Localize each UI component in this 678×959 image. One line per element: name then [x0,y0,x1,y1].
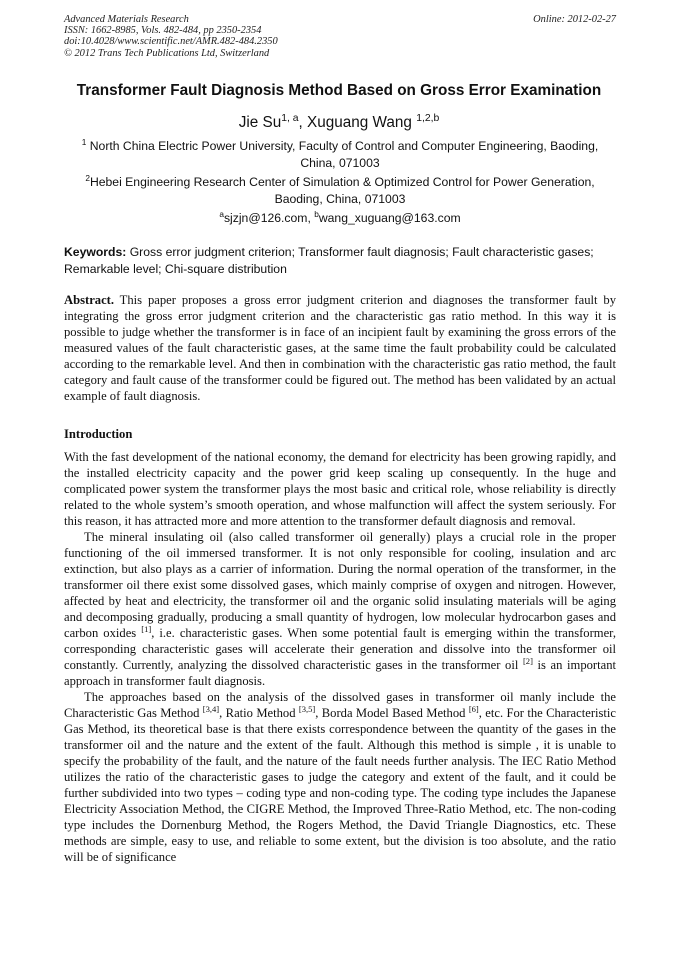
p3-text-b: , Ratio Method [219,706,299,720]
keywords-block [64,244,616,277]
author-1-name: Jie Su [238,114,282,131]
email-b[interactable]: wang_xuguang@163.com [318,211,461,225]
p2-text-a: The mineral insulating oil (also called transformer oil generally) plays a crucial role in the proper functioning of the oil immersed transformer. It is not only responsible for cooling, insulation and arc extinction, but also plays as a carrier of information. During the normal operation of the transformer, in the transformer oil there exist some dissolved gases, which mainly comprise of oxygen and nitrogen. However, affected by heat and electricity, the transformer oil and the organic solid insulating materials will be aging and decomposing gradually, producing a small quantity of hydrogen, low molecular hydrocarbon gases and carbon oxides [64,530,616,640]
author-1-sup: 1, a [281,112,299,124]
copyright-line: © 2012 Trans Tech Publications Ltd, Switzerland [64,47,270,59]
keywords-label: Keywords: [64,245,127,259]
affiliation-1 [64,138,616,171]
email-a[interactable]: sjzjn@126.com, [223,211,315,225]
author-2-sup: 1,2,b [416,112,440,124]
p2-text-b: , i.e. characteristic gases. When some potential fault is emerging within the transformer, corresponding characteristic gases will accelerate their generation and dissolve into the transformer oil constantly. Currently, analyzing the dissolved characteristic gases in the transformer oil [64,626,616,672]
intro-paragraph-2 [64,529,616,689]
author-line [40,114,638,132]
author-separator: , [298,114,308,131]
issn-line: ISSN: 1662-8985, Vols. 482-484, pp 2350-2354 [64,25,262,37]
affiliation-2-text: Hebei Engineering Research Center of Simulation & Optimized Control for Power Generation, Baoding, China, 071003 [89,175,595,206]
citation-ref[interactable]: [2] [522,655,533,666]
citation-ref[interactable]: [3,5] [298,703,316,714]
citation-ref[interactable]: [6] [468,703,479,714]
p3-text-c: , Borda Model Based Method [315,706,469,720]
online-date: Online: 2012-02-27 [533,14,616,25]
section-heading-introduction: Introduction [64,427,133,441]
affiliation-1-sup: 1 [81,136,87,147]
intro-paragraph-1: With the fast development of the national economy, the demand for electricity has been growing rapidly, and the installed electricity capacity and the power grid keep scaling up consequently. In the huge and complicated power system the transformer plays the most basic and critical role, whose reliability is directly related to the whole system’s smooth operation, and whose malfunction will affect the system seriously. For this reason, it has attracted more and more attention to the transformer default diagnosis and removal. [64,450,616,528]
affiliation-2-sup: 2 [85,172,90,183]
email-a-sup: a [219,208,224,219]
affiliation-2 [64,174,616,207]
p3-text-a: The approaches based on the analysis of the dissolved gases in transformer oil manly include the Characteristic Gas Method [64,690,616,720]
citation-ref[interactable]: [1] [141,623,152,634]
intro-paragraph-3 [64,689,616,865]
author-2-name: Xuguang Wang [307,114,417,131]
p3-text-d: , etc. For the Characteristic Gas Method, its theoretical base is that there exists correspondence between the quantity of the gases in the transformer oil and the nature and the extent of the fault. Although this method is simple , it is unable to specify the probability of the fault, and the nature of the fault needs further analysis. The IEC Ratio Method utilizes the ratio of the characteristic gases to judge the category and extent of the fault, and it could be further subdivided into two types – coding type and non-coding type. The coding type includes the Japanese Electricity Association Method, the CIGRE Method, the Improved Three-Ratio Method, etc. The non-coding type includes the Dornenburg Method, the Rogers Method, the David Triangle Diagnostics, etc. These methods are simple, easy to use, and reliable to some extent, but the division is too absolute, and the ratio will be of significance [64,706,616,864]
journal-header [64,14,616,59]
keywords-text: Gross error judgment criterion; Transformer fault diagnosis; Fault characteristic gases; Remarkable level; Chi-square distribution [64,245,594,276]
citation-ref[interactable]: [3,4] [202,703,220,714]
affiliation-1-text: North China Electric Power University, Faculty of Control and Computer Engineering, Baoding, China, 071003 [86,139,599,170]
paper-title: Transformer Fault Diagnosis Method Based on Gross Error Examination [76,82,602,99]
journal-name: Advanced Materials Research [64,14,189,25]
p2-text-c: is an important approach in transformer fault diagnosis. [64,658,617,688]
doi-link[interactable]: doi:10.4028/www.scientific.net/AMR.482-484.2350 [64,36,278,48]
email-b-sup: b [314,208,319,219]
email-line [64,210,616,227]
abstract-text: This paper proposes a gross error judgment criterion and diagnoses the transformer fault by integrating the gross error judgment criterion and the characteristic gas ratio method. In this way it is possible to judge whether the transformer is in face of an incipient fault by examining the gross errors of the measured values of the fault characteristic gases, at the same time the fault probability could be calculated according to the remarkable level. And then in combination with the characteristic gas ratio method, the fault category and fault cause of the transformer could be figured out. The method has been validated by an actual example of fault diagnosis. [64,293,616,403]
introduction-body [64,449,616,865]
abstract-label: Abstract. [64,293,115,307]
abstract-block [64,292,616,404]
